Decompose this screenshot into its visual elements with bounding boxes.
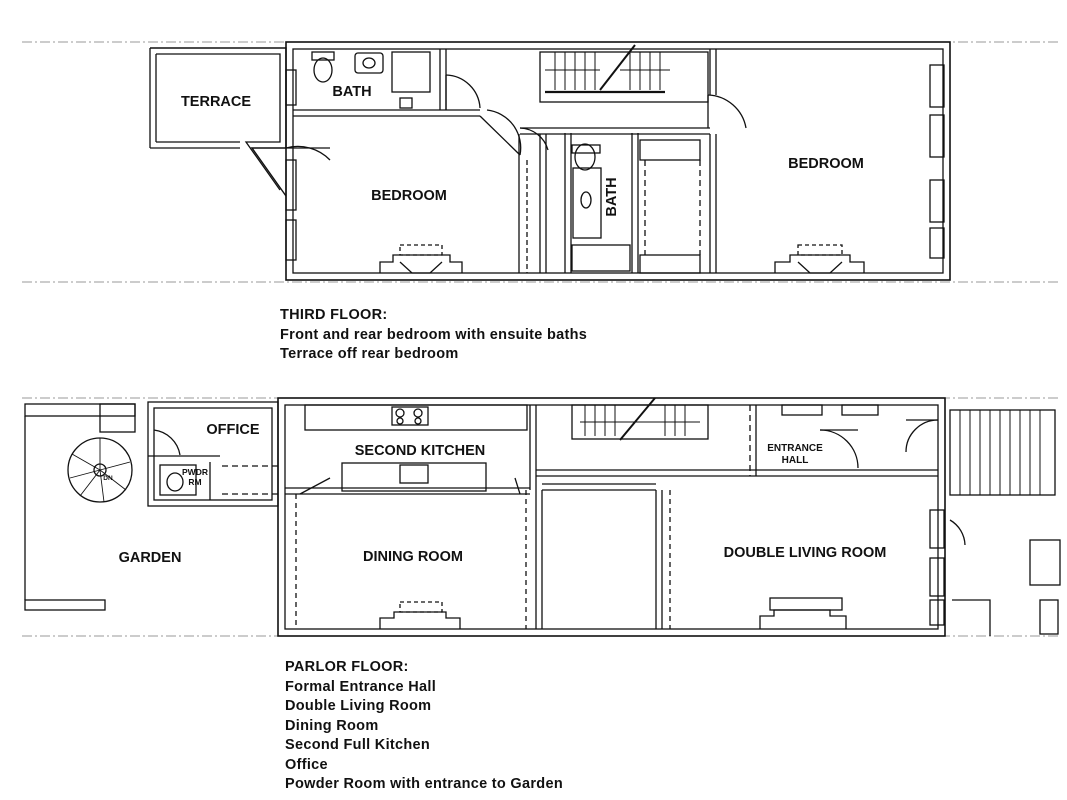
parlor-floor-caption-line: Formal Entrance Hall: [285, 678, 437, 695]
third-floor-caption-line: Terrace off rear bedroom: [280, 346, 459, 362]
third-floor-heading: THIRD FLOOR:: [280, 307, 388, 323]
parlor-floor-caption-line: Double Living Room: [285, 698, 432, 714]
double-living-room-label: DOUBLE LIVING ROOM: [723, 545, 887, 561]
parlor-floor-caption-line: Second Full Kitchen: [285, 737, 431, 753]
hall-label: HALL: [781, 455, 809, 466]
bedroom-rear-label: BEDROOM: [371, 188, 447, 204]
parlor-floor-plan: [22, 398, 1060, 636]
office-label: OFFICE: [206, 422, 260, 438]
bath-mid-label: BATH: [604, 177, 620, 217]
bath-rear-label: BATH: [332, 84, 372, 100]
third-floor-caption: [280, 306, 587, 365]
parlor-floor-caption-line: Office: [285, 756, 328, 773]
parlor-floor-caption-line: Powder Room with entrance to Garden: [285, 776, 563, 792]
dining-room-label: DINING ROOM: [363, 549, 463, 565]
entrance-label: ENTRANCE: [767, 443, 823, 454]
third-floor-caption-line: Front and rear bedroom with ensuite baths: [280, 326, 588, 343]
garden-label: GARDEN: [118, 550, 182, 566]
second-kitchen-label: SECOND KITCHEN: [354, 443, 486, 459]
parlor-floor-caption-line: Dining Room: [285, 717, 379, 734]
bedroom-front-label: BEDROOM: [788, 156, 864, 172]
third-floor-plan: [22, 42, 1060, 282]
parlor-floor-caption: [285, 658, 563, 795]
rm-label: RM: [188, 477, 202, 487]
pwdr-label: PWDR: [182, 467, 208, 477]
parlor-floor-heading: PARLOR FLOOR:: [285, 659, 409, 675]
terrace-label: TERRACE: [180, 94, 252, 110]
down-label: DN: [103, 475, 113, 482]
